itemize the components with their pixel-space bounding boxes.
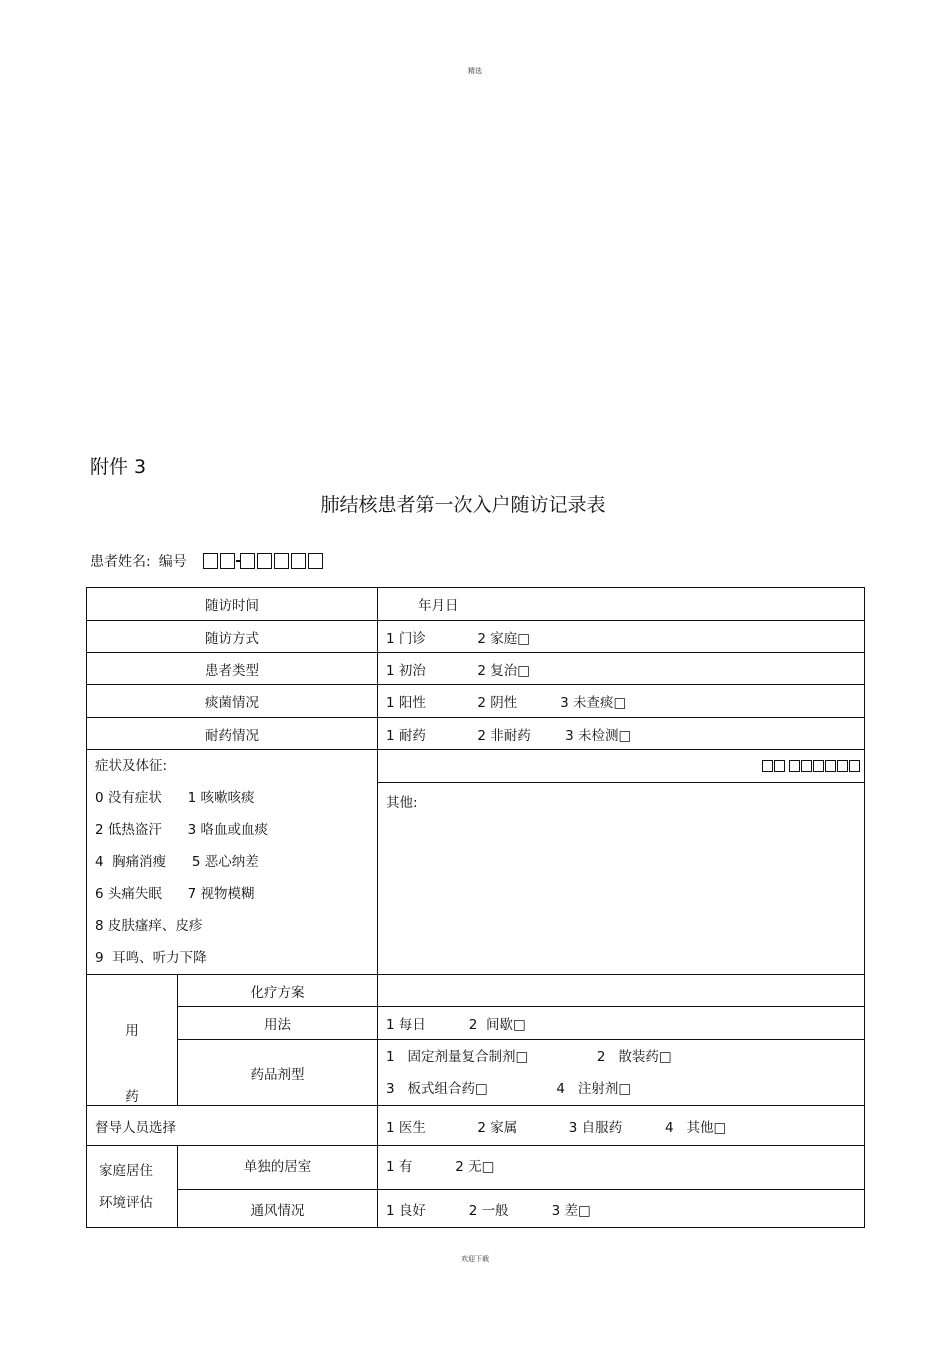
symptom-item: 9 耳鸣、听力下降 bbox=[95, 950, 207, 966]
ventilation-label: 通风情况 bbox=[178, 1190, 378, 1228]
symptoms-list-cell bbox=[87, 750, 378, 975]
symptom-item: 8 皮肤瘙痒、皮疹 bbox=[95, 918, 203, 934]
medication-side-char-1: 用 bbox=[125, 1023, 139, 1039]
row-supervisor bbox=[87, 1106, 865, 1146]
medication-side-label bbox=[87, 975, 178, 1106]
row-regimen bbox=[87, 975, 865, 1007]
symptoms-entry-cell bbox=[378, 750, 865, 975]
row-resistance bbox=[87, 718, 865, 750]
header-tag: 精选 bbox=[468, 67, 482, 75]
usage-label: 用法 bbox=[178, 1007, 378, 1040]
id-box[interactable] bbox=[308, 553, 323, 569]
usage-value[interactable]: 1 每日 2 间歇□ bbox=[378, 1007, 865, 1040]
id-box[interactable] bbox=[240, 553, 255, 569]
footer-tag: 欢迎下载 bbox=[461, 1255, 489, 1263]
environment-side-line-1: 家庭居住 bbox=[99, 1162, 153, 1179]
patient-id-label: 编号 bbox=[158, 554, 187, 570]
appendix-label: 附件 3 bbox=[90, 456, 147, 478]
row-patient-type bbox=[87, 653, 865, 685]
code-box[interactable] bbox=[762, 760, 773, 772]
environment-side-line-2: 环境评估 bbox=[99, 1194, 153, 1211]
regimen-value[interactable] bbox=[378, 975, 865, 1007]
id-box[interactable] bbox=[257, 553, 272, 569]
drug-form-line-2: 3 板式组合药□ 4 注射剂□ bbox=[386, 1080, 632, 1097]
visit-mode-label: 随访方式 bbox=[87, 621, 378, 653]
patient-name-label: 患者姓名: bbox=[90, 554, 151, 570]
id-box[interactable] bbox=[203, 553, 218, 569]
row-usage bbox=[87, 1007, 865, 1040]
symptom-item: 0 没有症状 1 咳嗽咳痰 bbox=[95, 790, 255, 806]
symptom-code-boxes[interactable] bbox=[378, 750, 864, 783]
regimen-label: 化疗方案 bbox=[178, 975, 378, 1007]
resistance-label: 耐药情况 bbox=[87, 718, 378, 750]
symptoms-title: 症状及体征: bbox=[95, 758, 168, 774]
symptoms-other-label[interactable]: 其他: bbox=[386, 795, 418, 811]
row-room bbox=[87, 1146, 865, 1190]
followup-form-table bbox=[86, 587, 865, 1228]
row-ventilation bbox=[87, 1190, 865, 1228]
resistance-value[interactable]: 1 耐药 2 非耐药 3 未检测□ bbox=[378, 718, 865, 750]
code-box[interactable] bbox=[837, 760, 848, 772]
drug-form-value[interactable] bbox=[378, 1040, 865, 1106]
id-box[interactable] bbox=[291, 553, 306, 569]
code-box[interactable] bbox=[825, 760, 836, 772]
code-box[interactable] bbox=[813, 760, 824, 772]
patient-line bbox=[90, 551, 325, 571]
symptom-item: 2 低热盗汗 3 咯血或血痰 bbox=[95, 822, 269, 838]
drug-form-label: 药品剂型 bbox=[178, 1040, 378, 1106]
code-box[interactable] bbox=[801, 760, 812, 772]
patient-id-boxes[interactable] bbox=[203, 553, 325, 569]
ventilation-value[interactable]: 1 良好 2 一般 3 差□ bbox=[378, 1190, 865, 1228]
room-label: 单独的居室 bbox=[178, 1146, 378, 1190]
visit-time-label: 随访时间 bbox=[87, 588, 378, 621]
code-box[interactable] bbox=[774, 760, 785, 772]
visit-mode-value[interactable]: 1 门诊 2 家庭□ bbox=[378, 621, 865, 653]
id-box[interactable] bbox=[220, 553, 235, 569]
row-sputum bbox=[87, 685, 865, 718]
patient-type-label: 患者类型 bbox=[87, 653, 378, 685]
symptom-item: 4 胸痛消瘦 5 恶心纳差 bbox=[95, 854, 259, 870]
room-value[interactable]: 1 有 2 无□ bbox=[378, 1146, 865, 1190]
medication-side-char-2: 药 bbox=[125, 1089, 139, 1105]
patient-type-value[interactable]: 1 初治 2 复治□ bbox=[378, 653, 865, 685]
row-symptoms bbox=[87, 750, 865, 975]
symptom-item: 6 头痛失眠 7 视物模糊 bbox=[95, 886, 255, 902]
row-visit-time bbox=[87, 588, 865, 621]
code-box[interactable] bbox=[789, 760, 800, 772]
row-drug-form bbox=[87, 1040, 865, 1106]
sputum-value[interactable]: 1 阳性 2 阴性 3 未查痰□ bbox=[378, 685, 865, 718]
sputum-label: 痰菌情况 bbox=[87, 685, 378, 718]
row-visit-mode bbox=[87, 621, 865, 653]
environment-side-label bbox=[87, 1146, 178, 1228]
supervisor-value[interactable]: 1 医生 2 家属 3 自服药 4 其他□ bbox=[378, 1106, 865, 1146]
page-title: 肺结核患者第一次入户随访记录表 bbox=[320, 494, 606, 516]
visit-time-value[interactable]: 年月日 bbox=[378, 588, 865, 621]
drug-form-line-1: 1 固定剂量复合制剂□ 2 散装药□ bbox=[386, 1048, 672, 1065]
id-box[interactable] bbox=[274, 553, 289, 569]
code-box[interactable] bbox=[849, 760, 860, 772]
supervisor-label: 督导人员选择 bbox=[87, 1106, 378, 1146]
